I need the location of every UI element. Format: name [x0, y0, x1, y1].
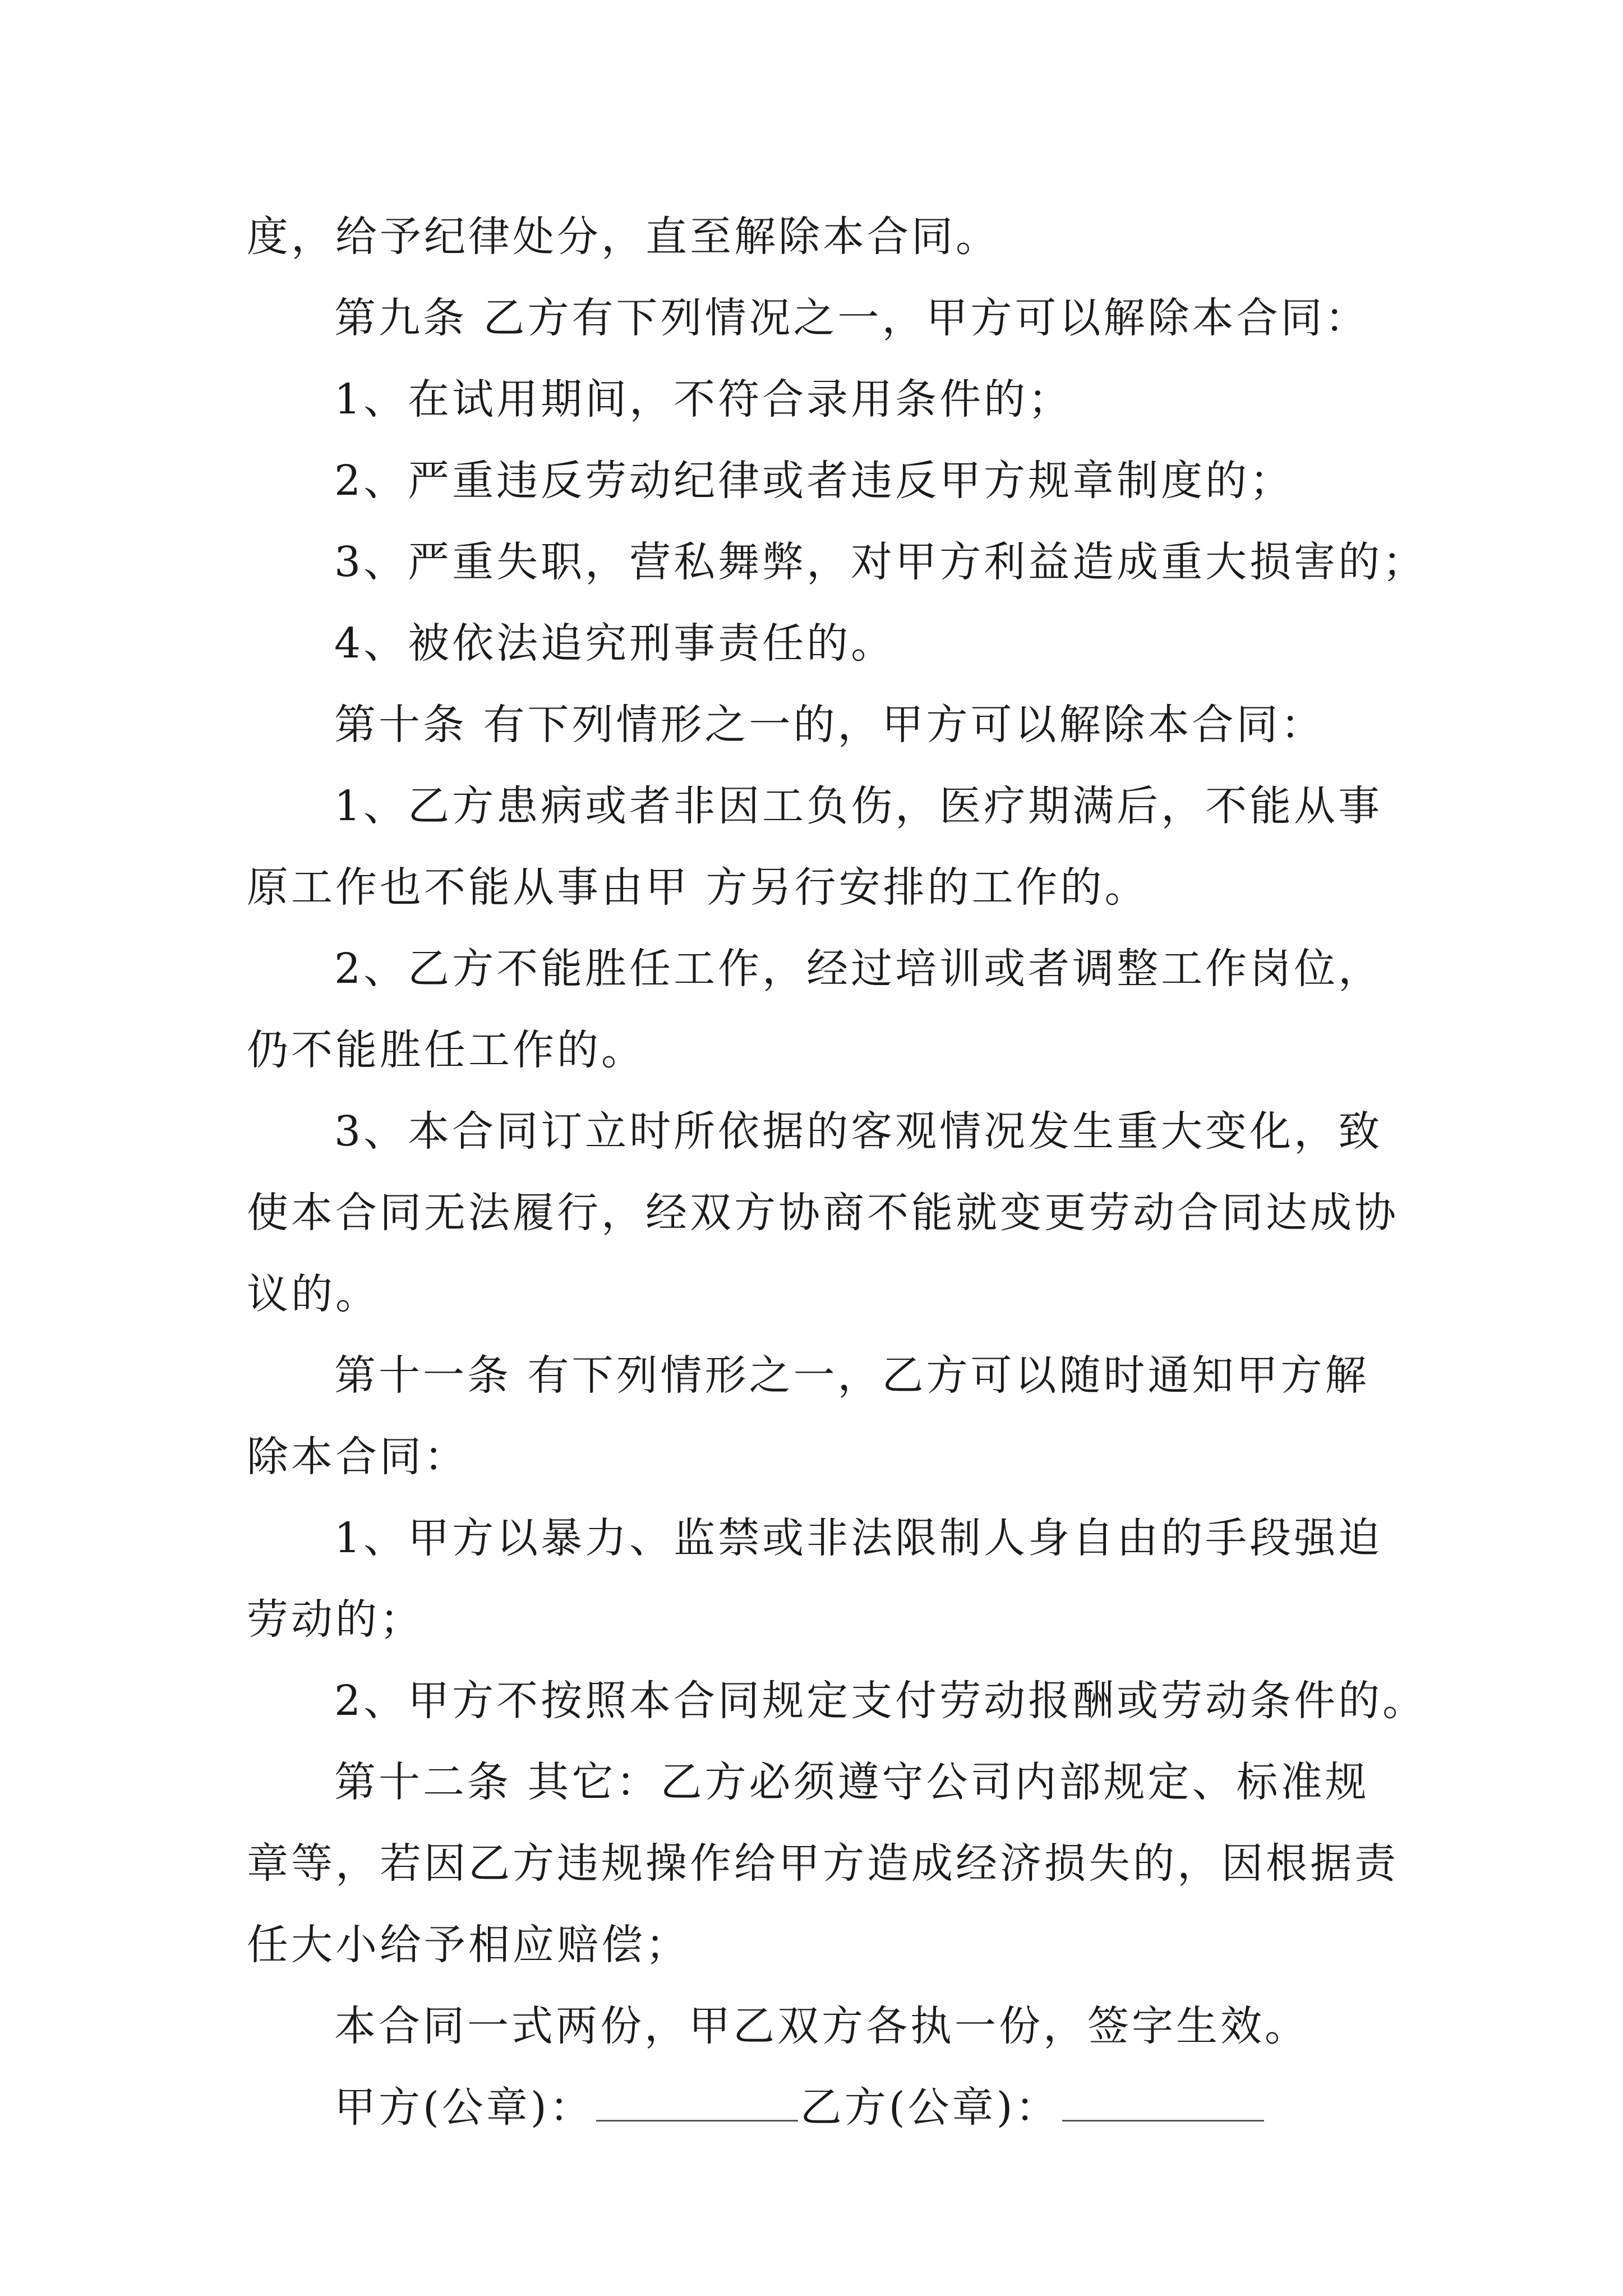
text-line: 1、在试用期间，不符合录用条件的； [334, 375, 1073, 424]
party-b-signature-blank [1062, 2086, 1264, 2122]
text-line: 劳动的； [247, 1595, 424, 1644]
text-line: 第九条 乙方有下列情况之一，甲方可以解除本合同： [334, 294, 1370, 342]
text-line: 第十二条 其它：乙方必须遵守公司内部规定、标准规 [334, 1758, 1370, 1806]
party-a-signature-blank [596, 2086, 798, 2122]
text-line: 原工作也不能从事由甲 方另行安排的工作的。 [247, 863, 1149, 912]
text-line: 2、乙方不能胜任工作，经过培训或者调整工作岗位， [334, 945, 1383, 993]
text-line: 任大小给予相应赔偿； [247, 1921, 690, 1969]
text-line: 仍不能胜任工作的。 [247, 1026, 645, 1074]
text-line: 4、被依法追究刑事责任的。 [334, 619, 896, 668]
text-line: 第十条 有下列情形之一的，甲方可以解除本合同： [334, 701, 1325, 749]
text-line: 3、严重失职，营私舞弊，对甲方利益造成重大损害的； [334, 538, 1427, 586]
text-line: 本合同一式两份，甲乙双方各执一份，签字生效。 [334, 2002, 1309, 2050]
text-line: 1、乙方患病或者非因工负伤，医疗期满后，不能从事 [334, 782, 1383, 830]
signature-line [247, 2067, 1385, 2148]
text-line: 除本合同： [247, 1433, 468, 1481]
text-line: 3、本合同订立时所依据的客观情况发生重大变化，致 [334, 1107, 1383, 1156]
text-line: 议的。 [247, 1270, 380, 1318]
text-line: 章等，若因乙方违规操作给甲方造成经济损失的，因根据责 [247, 1839, 1399, 1888]
text-line: 度，给予纪律处分，直至解除本合同。 [247, 213, 1000, 261]
text-line: 使本合同无法履行，经双方协商不能就变更劳动合同达成协 [247, 1189, 1399, 1237]
text-line: 2、严重违反劳动纪律或者违反甲方规章制度的； [334, 457, 1294, 505]
text-line: 第十一条 有下列情形之一，乙方可以随时通知甲方解 [334, 1351, 1370, 1400]
party-b-seal-label: 乙方(公章)： [800, 2083, 1060, 2132]
text-line: 1、甲方以暴力、监禁或非法限制人身自由的手段强迫 [334, 1514, 1383, 1562]
document-body [247, 196, 1427, 2148]
party-a-seal-label: 甲方(公章)： [334, 2083, 594, 2132]
text-line: 2、甲方不按照本合同规定支付劳动报酬或劳动条件的。 [334, 1677, 1427, 1725]
